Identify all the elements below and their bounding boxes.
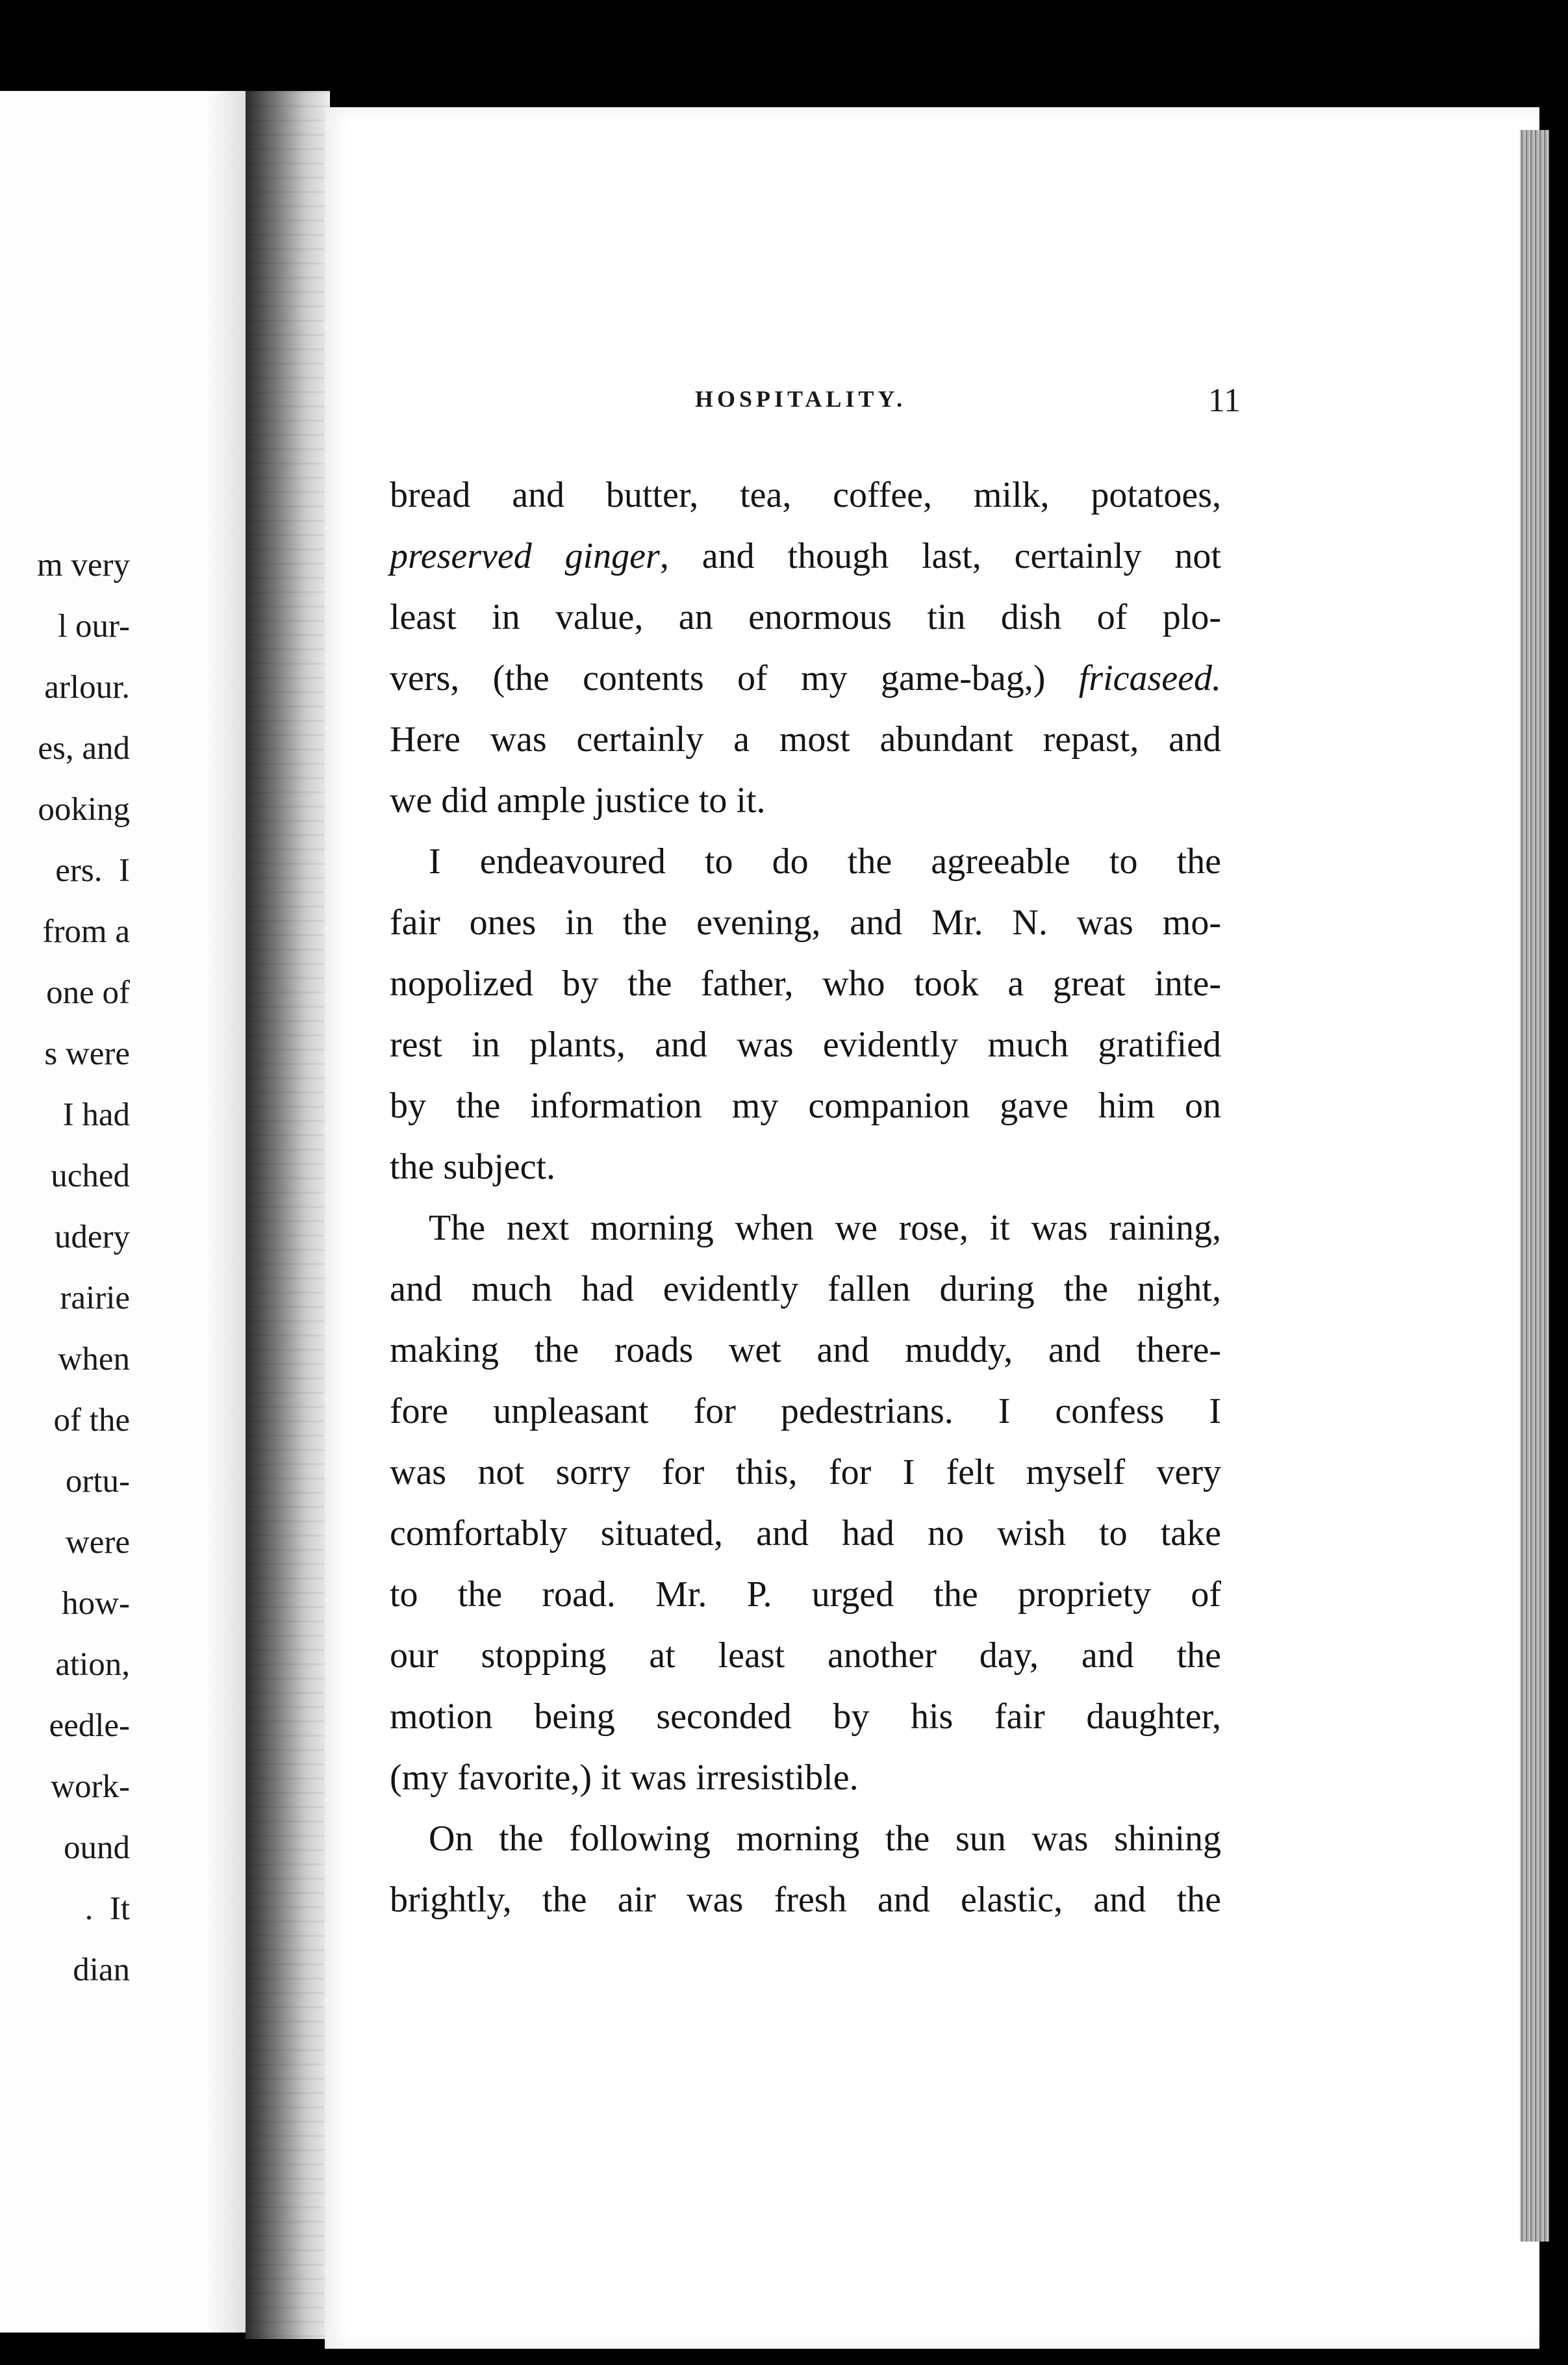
paragraph [390,1808,1221,1930]
previous-page-line: s were [44,1036,130,1072]
text-line [390,1869,1221,1930]
previous-page-line: work- [51,1769,130,1805]
paragraph [390,831,1221,1197]
previous-page-line: . It [84,1891,130,1927]
gutter-shadow [207,91,246,2333]
text-line [390,1503,1221,1564]
text-run: vers, (the contents of my game-bag,) [390,658,1079,698]
text-line [390,465,1221,526]
text-run: I endeavoured to do the agreeable to the [429,841,1221,882]
text-run: motion being seconded by his fair daughter, [390,1696,1221,1737]
previous-page-line: how- [62,1585,130,1622]
text-line [390,770,1221,831]
text-line [390,1320,1221,1381]
text-run: fore unpleasant for pedestrians. I confess I [390,1391,1221,1431]
page-block-edge [1520,130,1549,2242]
text-line [390,1686,1221,1747]
previous-page-fragment [0,91,246,2333]
text-run: the subject. [390,1147,556,1187]
text-line [390,1259,1221,1320]
text-run: and much had evidently fallen during the night, [390,1269,1221,1309]
previous-page-line: when [58,1341,130,1377]
text-run: by the information my companion gave him on [390,1086,1221,1126]
text-run: we did ample justice to it. [390,780,766,821]
text-line [390,1808,1221,1869]
text-run: least in value, an enormous tin dish of plo- [390,597,1221,637]
text-line [390,526,1221,587]
text-line [390,1442,1221,1503]
text-line [390,709,1221,770]
text-line [390,1075,1221,1136]
text-line [390,1381,1221,1442]
previous-page-line: rairie [60,1280,130,1316]
running-head [695,382,1241,424]
previous-page-line: were [65,1524,130,1561]
text-line [390,587,1221,648]
text-run: was not sorry for this, for I felt myself very [390,1452,1221,1492]
paragraph [390,465,1221,831]
text-run: bread and butter, tea, coffee, milk, potatoes, [390,475,1221,515]
text-run: , and though last, certainly not [659,536,1221,576]
previous-page-line: ortu- [65,1463,130,1500]
running-head-title: HOSPITALITY. [695,386,907,412]
text-run: fair ones in the evening, and Mr. N. was mo- [390,902,1221,943]
previous-page-line: eedle- [49,1707,130,1744]
previous-page-line: ers. I [55,852,130,889]
text-run: rest in plants, and was evidently much gratified [390,1025,1221,1065]
italic-text: fricaseed. [1078,658,1221,698]
previous-page-line: l our- [58,608,130,645]
text-line [390,648,1221,709]
text-run: (my favorite,) it was irresistible. [390,1758,859,1798]
previous-page-line: from a [42,914,130,950]
text-run: comfortably situated, and had no wish to take [390,1513,1221,1553]
text-line [390,831,1221,892]
text-run: our stopping at least another day, and the [390,1635,1221,1676]
text-run: Here was certainly a most abundant repast, and [390,719,1221,760]
text-line [390,892,1221,953]
italic-text: preserved ginger [390,536,660,576]
previous-page-line: ooking [38,791,130,828]
previous-page-line: ation, [55,1646,130,1683]
text-run: to the road. Mr. P. urged the propriety of [390,1574,1221,1615]
text-line [390,953,1221,1014]
previous-page-line: uched [51,1158,130,1194]
text-run: The next morning when we rose, it was raining, [429,1208,1221,1248]
previous-page-line: one of [46,975,130,1011]
paragraph [390,1197,1221,1808]
text-line [390,1747,1221,1808]
previous-page-line: ound [64,1830,130,1866]
text-line [390,1564,1221,1625]
previous-page-line: I had [62,1097,130,1133]
previous-page-line: arlour. [44,669,130,706]
text-line [390,1136,1221,1197]
previous-page-line: m very [36,547,130,583]
text-line [390,1625,1221,1686]
spine-curl-texture [246,91,330,2339]
previous-page-line: udery [54,1219,130,1255]
previous-page-line: of the [53,1402,130,1438]
text-run: On the following morning the sun was shining [429,1819,1221,1859]
previous-page-text [0,535,130,2001]
text-run: nopolized by the father, who took a great inte- [390,964,1221,1004]
text-run: brightly, the air was fresh and elastic, and the [390,1880,1221,1920]
previous-page-line: dian [73,1952,130,1988]
text-line [390,1014,1221,1075]
page-number: 11 [1208,382,1241,419]
previous-page-line: es, and [38,730,130,767]
page-body-text [390,465,1221,1930]
text-run: making the roads wet and muddy, and there- [390,1330,1221,1370]
text-line [390,1197,1221,1259]
